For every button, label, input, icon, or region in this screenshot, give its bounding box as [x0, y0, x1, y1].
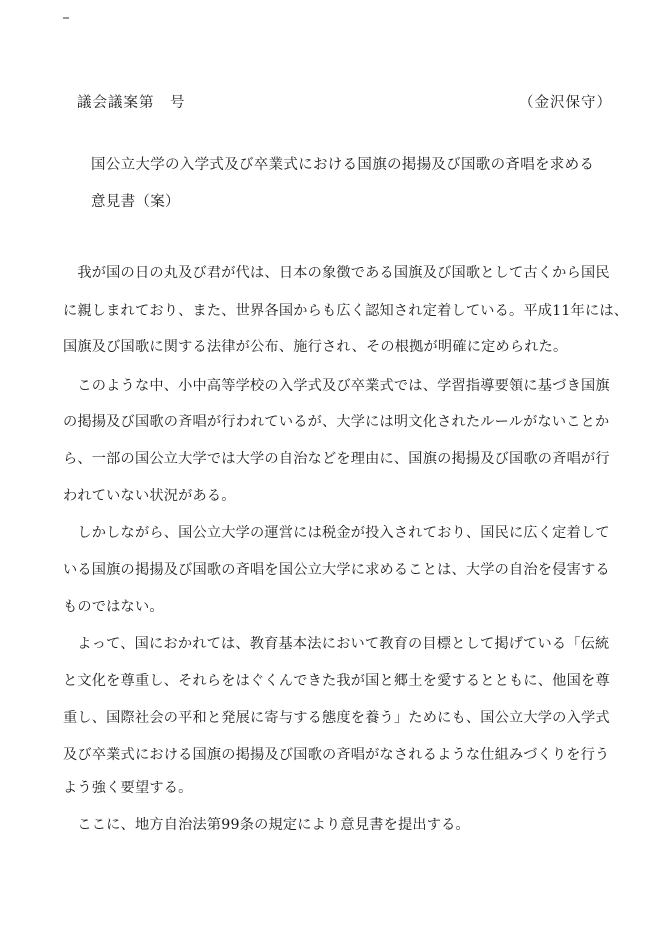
body-line: このような中、小中高等学校の入学式及び卒業式では、学習指導要領に基づき国旗: [63, 378, 610, 394]
bill-number: 議会議案第 号: [77, 95, 186, 111]
document-title-line-1: 国公立大学の入学式及び卒業式における国旗の掲揚及び国歌の斉唱を求める: [91, 157, 595, 173]
body-line: 国旗及び国歌に関する法律が公布、施行され、その根拠が明確に定められた。: [63, 339, 568, 355]
body-line: ら、一部の国公立大学では大学の自治などを理由に、国旗の掲揚及び国歌の斉唱が行: [63, 451, 610, 467]
body-line: と文化を尊重し、それらをはぐくんできた我が国と郷土を愛するとともに、他国を尊: [63, 673, 610, 689]
proposer: （金沢保守）: [519, 95, 612, 111]
body-line: 及び卒業式における国旗の掲揚及び国歌の斉唱がなされるような仕組みづくりを行う: [63, 747, 610, 763]
body-line: よう強く要望する。: [63, 780, 193, 796]
body-line: ここに、地方自治法第99条の規定により意見書を提出する。: [63, 817, 470, 833]
body-line: われていない状況がある。: [63, 488, 236, 504]
document-title-line-2: 意見書（案）: [91, 194, 180, 210]
body-line: いる国旗の掲揚及び国歌の斉唱を国公立大学に求めることは、大学の自治を侵害する: [63, 562, 610, 578]
body-line: しかしながら、国公立大学の運営には税金が投入されており、国民に広く定着して: [63, 525, 610, 541]
body-line: の掲揚及び国歌の斉唱が行われているが、大学には明文化されたルールがないことか: [63, 414, 610, 430]
body-line: ものではない。: [63, 599, 164, 615]
body-line: 我が国の日の丸及び君が代は、日本の象徴である国旗及び国歌として古くから国民: [63, 265, 610, 281]
body-line: 重し、国際社会の平和と発展に寄与する態度を養う」ためにも、国公立大学の入学式: [63, 710, 610, 726]
body-line: に親しまれており、また、世界各国からも広く認知され定着している。平成11年には、: [63, 303, 629, 319]
scan-speck: [63, 17, 69, 19]
body-line: よって、国におかれては、教育基本法において教育の目標として掲げている「伝統: [63, 636, 610, 652]
